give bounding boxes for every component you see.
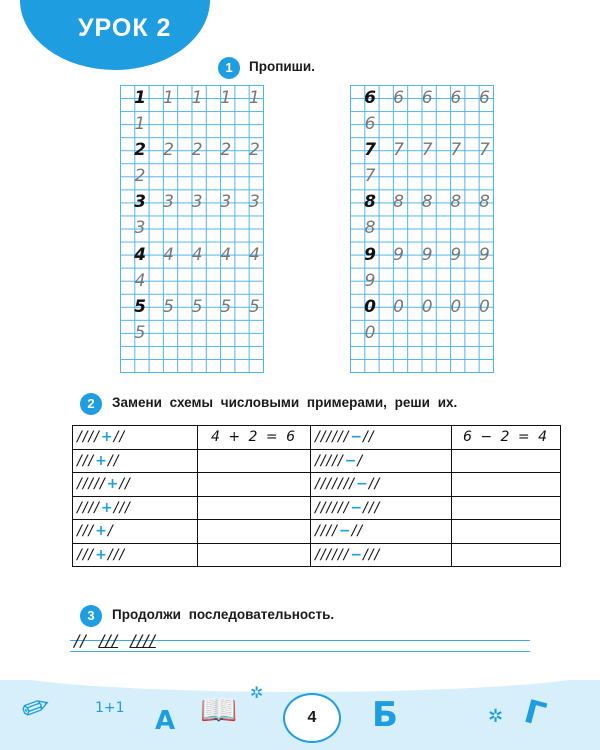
digit-trace: 8 xyxy=(393,192,404,213)
digit-trace: 6 xyxy=(478,88,490,108)
right-digit-grid xyxy=(350,85,494,373)
stick-scheme: //// xyxy=(77,499,100,516)
right-answer-cell[interactable] xyxy=(452,473,561,497)
right-digit-practice-row xyxy=(350,215,493,241)
digit-sample: 9 xyxy=(364,244,376,265)
stick-scheme: ///// xyxy=(315,452,344,469)
letter-g-deco: Г xyxy=(520,692,550,734)
task3-number: 3 xyxy=(80,605,102,627)
right-answer-cell[interactable]: 6 − 2 = 4 xyxy=(452,426,561,450)
left-scheme-cell xyxy=(73,426,198,450)
right-digit-practice-row xyxy=(350,320,493,346)
digit-trace: 5 xyxy=(220,296,232,317)
left-scheme-cell xyxy=(73,543,198,567)
digit-trace: 4 xyxy=(220,244,232,265)
right-digit-row xyxy=(350,242,493,268)
right-scheme-cell xyxy=(311,496,452,520)
digit-guide: 6 xyxy=(364,114,376,135)
left-digit-grid xyxy=(120,85,264,373)
left-answer-cell[interactable] xyxy=(198,543,311,567)
right-digit-practice-row xyxy=(350,111,493,137)
right-digit-row xyxy=(350,294,493,320)
digit-trace: 3 xyxy=(220,192,232,213)
digit-sample: 4 xyxy=(134,244,146,265)
digit-trace: 5 xyxy=(191,296,203,317)
digit-trace: 5 xyxy=(248,296,260,317)
stick-scheme: /// xyxy=(77,452,95,469)
stick-scheme: /////// xyxy=(315,476,356,493)
left-digit-row xyxy=(120,189,263,215)
letter-a-deco: А xyxy=(155,706,176,736)
right-scheme-cell xyxy=(311,520,452,544)
sequence-b: /// xyxy=(98,631,119,650)
left-answer-cell[interactable] xyxy=(198,520,311,544)
left-scheme-cell xyxy=(73,520,198,544)
digit-trace: 9 xyxy=(478,244,490,265)
right-digit-practice-row xyxy=(350,163,493,189)
digit-trace: 2 xyxy=(163,140,174,161)
digit-sample: 5 xyxy=(134,296,146,317)
stick-scheme: /// xyxy=(107,546,126,563)
digit-trace: 3 xyxy=(248,192,260,213)
right-answer-cell[interactable] xyxy=(452,543,561,567)
digit-trace: 3 xyxy=(191,192,203,213)
digit-trace: 6 xyxy=(421,88,433,108)
digit-sample: 1 xyxy=(134,88,146,108)
math-deco: 1+1 xyxy=(95,700,125,716)
digit-trace: 0 xyxy=(478,296,490,317)
left-digit-practice-row xyxy=(120,268,263,294)
stick-scheme: // xyxy=(363,429,375,446)
operator-sign: + xyxy=(95,523,107,540)
stick-scheme: // xyxy=(119,476,131,493)
stick-scheme: // xyxy=(351,523,364,540)
left-digit-row xyxy=(120,242,263,268)
right-scheme-cell xyxy=(311,426,452,450)
right-scheme-cell xyxy=(311,449,452,473)
operator-sign: + xyxy=(106,476,119,493)
left-digit-row xyxy=(120,294,263,320)
left-digit-practice-row xyxy=(120,111,263,137)
book-icon: 📖 xyxy=(200,693,238,728)
digit-trace: 4 xyxy=(191,244,203,265)
digit-trace: 4 xyxy=(248,244,260,265)
stick-scheme: /// xyxy=(77,523,95,540)
sequence-a: // xyxy=(74,631,87,650)
digit-guide: 8 xyxy=(364,218,376,239)
digit-trace: 0 xyxy=(421,296,433,317)
page-number: 4 xyxy=(283,693,341,743)
right-answer-cell[interactable] xyxy=(452,520,561,544)
digit-guide: 3 xyxy=(134,218,146,239)
digit-trace: 8 xyxy=(478,192,490,213)
right-answer-cell[interactable] xyxy=(452,496,561,520)
digit-sample: 3 xyxy=(134,192,146,213)
operator-sign: + xyxy=(95,452,107,469)
digit-guide: 1 xyxy=(134,114,146,135)
right-scheme-cell xyxy=(311,473,452,497)
right-digit-practice-row xyxy=(350,268,493,294)
digit-guide: 5 xyxy=(134,322,146,343)
star-icon: ✲ xyxy=(250,683,264,702)
sequence xyxy=(74,631,156,650)
left-digit-row xyxy=(120,137,263,163)
right-digit-row xyxy=(350,85,493,111)
star-icon-2: ✲ xyxy=(488,706,504,727)
operator-sign: + xyxy=(100,429,113,446)
schemes-table xyxy=(72,425,561,567)
table-row xyxy=(73,520,561,544)
stick-scheme: // xyxy=(368,476,381,493)
digit-sample: 2 xyxy=(134,140,146,161)
digit-guide: 4 xyxy=(134,270,146,291)
left-digit-practice-row xyxy=(120,215,263,241)
stick-scheme: // xyxy=(107,452,120,469)
left-answer-cell[interactable] xyxy=(198,473,311,497)
left-scheme-cell xyxy=(73,473,198,497)
operator-sign: − xyxy=(344,452,357,469)
digit-trace: 2 xyxy=(191,140,203,161)
left-scheme-cell xyxy=(73,496,198,520)
digit-trace: 6 xyxy=(393,88,404,108)
digit-trace: 0 xyxy=(393,296,404,317)
left-answer-cell[interactable]: 4 + 2 = 6 xyxy=(198,426,311,450)
task1-number: 1 xyxy=(218,57,240,79)
digit-trace: 1 xyxy=(163,88,174,108)
left-digit-row xyxy=(120,85,263,111)
digit-trace: 3 xyxy=(163,192,174,213)
digit-trace: 0 xyxy=(450,296,462,317)
table-row xyxy=(73,426,561,450)
operator-sign: + xyxy=(95,546,107,563)
table-row xyxy=(73,449,561,473)
left-digit-practice-row xyxy=(120,163,263,189)
digit-sample: 0 xyxy=(364,296,376,317)
task2-instruction: Замени схемы числовыми примерами, реши их. xyxy=(112,395,458,410)
right-digit-row xyxy=(350,189,493,215)
stick-scheme: ////// xyxy=(315,546,350,563)
pencil-icon: ✏ xyxy=(16,684,57,732)
operator-sign: − xyxy=(350,546,363,563)
digit-guide: 2 xyxy=(134,166,146,187)
digit-guide: 7 xyxy=(364,166,376,187)
stick-scheme: ////// xyxy=(315,499,350,516)
stick-scheme: ////// xyxy=(315,429,350,446)
left-digit-practice-row xyxy=(120,320,263,346)
writing-line-bottom xyxy=(70,651,530,652)
right-digit-row xyxy=(350,137,493,163)
left-answer-cell[interactable] xyxy=(198,496,311,520)
digit-trace: 9 xyxy=(393,244,404,265)
stick-scheme: /// xyxy=(113,499,131,516)
right-answer-cell[interactable] xyxy=(452,449,561,473)
stick-scheme: ///// xyxy=(77,476,106,493)
digit-guide: 9 xyxy=(364,270,376,291)
digit-trace: 5 xyxy=(163,296,174,317)
sequence-c: //// xyxy=(130,631,156,650)
digit-guide: 0 xyxy=(364,322,376,343)
operator-sign: − xyxy=(350,429,363,446)
digit-trace: 1 xyxy=(191,88,203,108)
left-scheme-cell xyxy=(73,449,198,473)
stick-scheme: /// xyxy=(77,546,95,563)
operator-sign: − xyxy=(350,499,363,516)
left-answer-cell[interactable] xyxy=(198,449,311,473)
digit-trace: 7 xyxy=(450,140,462,161)
operator-sign: − xyxy=(338,523,351,540)
digit-trace: 1 xyxy=(220,88,232,108)
letter-b-deco: Б xyxy=(372,695,398,735)
digit-trace: 8 xyxy=(421,192,433,213)
digit-trace: 2 xyxy=(220,140,232,161)
lesson-title: УРОК 2 xyxy=(78,14,172,42)
task2-number: 2 xyxy=(80,393,102,415)
task1-instruction: Пропиши. xyxy=(249,59,315,74)
table-row xyxy=(73,473,561,497)
stick-scheme: /// xyxy=(363,499,381,516)
digit-trace: 9 xyxy=(450,244,462,265)
stick-scheme: // xyxy=(113,429,126,446)
digit-trace: 7 xyxy=(393,140,404,161)
digit-trace: 2 xyxy=(248,140,260,161)
table-row xyxy=(73,496,561,520)
footer-wave xyxy=(0,668,600,692)
digit-trace: 1 xyxy=(248,88,260,108)
digit-trace: 4 xyxy=(163,244,174,265)
digit-trace: 7 xyxy=(478,140,490,161)
digit-sample: 7 xyxy=(364,140,376,161)
task3-instruction: Продолжи последовательность. xyxy=(112,607,335,622)
stick-scheme: / xyxy=(107,523,114,540)
digit-trace: 9 xyxy=(421,244,433,265)
right-scheme-cell xyxy=(311,543,452,567)
stick-scheme: /// xyxy=(363,546,381,563)
stick-scheme: //// xyxy=(77,429,100,446)
stick-scheme: //// xyxy=(315,523,338,540)
digit-trace: 6 xyxy=(450,88,462,108)
digit-sample: 6 xyxy=(364,88,376,108)
table-row xyxy=(73,543,561,567)
operator-sign: − xyxy=(356,476,368,493)
digit-sample: 8 xyxy=(364,192,376,213)
digit-trace: 7 xyxy=(421,140,433,161)
digit-trace: 8 xyxy=(450,192,462,213)
stick-scheme: / xyxy=(357,452,364,469)
operator-sign: + xyxy=(100,499,113,516)
